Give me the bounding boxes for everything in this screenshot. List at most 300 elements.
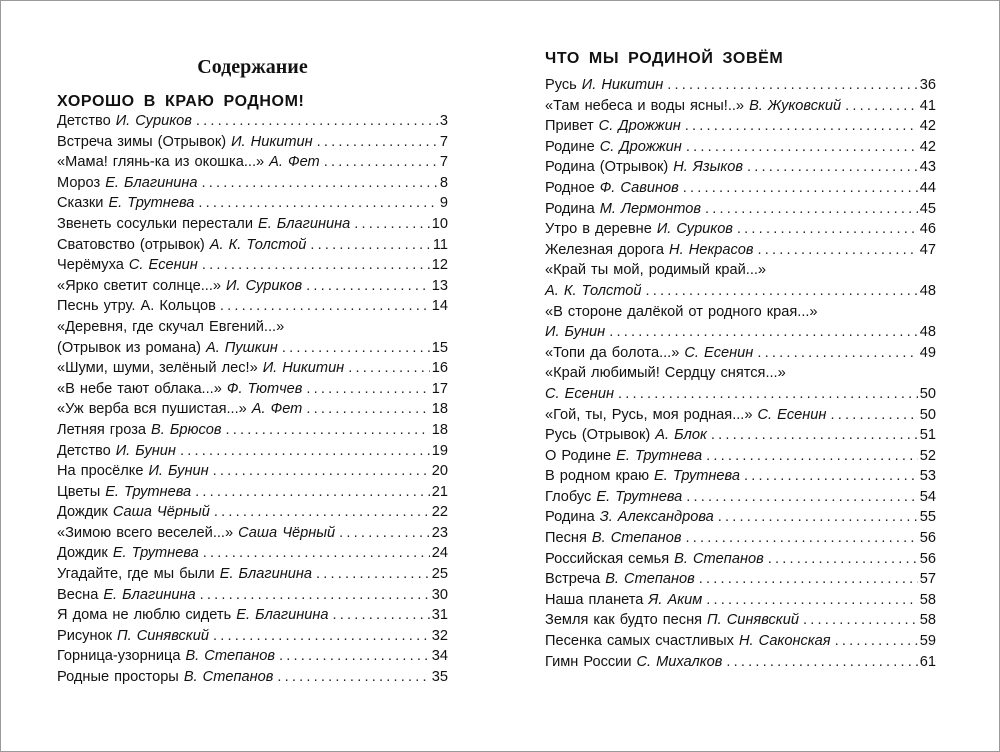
entry-author: И. Никитин: [262, 360, 345, 377]
entry-author: А. Пушкин: [205, 339, 278, 356]
toc-entry: [545, 610, 936, 631]
entry-author: В. Жуковский: [749, 97, 842, 114]
entry-page-number: 21: [431, 483, 448, 500]
toc-entry: [57, 173, 448, 194]
entry-author: Н. Некрасов: [669, 241, 754, 258]
entry-author: В. Степанов: [591, 530, 682, 547]
entry-title: «В стороне далёкой от родного края...»: [545, 303, 818, 320]
entry-title: «Топи да болота...»: [545, 344, 680, 361]
toc-entry-row: [57, 358, 448, 379]
entry-title: (Отрывок из романа): [57, 339, 201, 356]
dot-leader: [203, 543, 430, 564]
dot-leader: [747, 157, 918, 178]
entry-page-number: 35: [431, 669, 448, 686]
entry-page-number: 61: [919, 653, 936, 670]
dot-leader: [830, 405, 917, 426]
toc-entry-row: [545, 466, 936, 487]
dot-leader: [737, 219, 918, 240]
dot-leader: [200, 585, 430, 606]
toc-entry-row: [57, 502, 448, 523]
toc-entry: [57, 338, 448, 359]
entry-title: Песнь утру. А. Кольцов: [57, 298, 216, 315]
entry-author: Е. Благинина: [236, 607, 329, 624]
toc-entry: [57, 482, 448, 503]
toc-entry-row: [545, 569, 936, 590]
entry-page-number: 57: [919, 571, 936, 588]
toc-entry-row: [545, 199, 936, 220]
entry-page-number: 14: [431, 298, 448, 315]
entry-author: П. Синявский: [117, 627, 209, 644]
entry-page-number: 44: [919, 179, 936, 196]
entry-author: И. Бунин: [148, 463, 209, 480]
toc-entry-row: [57, 523, 448, 544]
entry-page-number: 7: [439, 133, 448, 150]
dot-leader: [202, 255, 430, 276]
toc-entry: [545, 590, 936, 611]
toc-entry-row: [545, 446, 936, 467]
dot-leader: [685, 116, 918, 137]
entry-page-number: 9: [439, 195, 448, 212]
toc-entry-row: [57, 152, 448, 173]
dot-leader: [213, 626, 430, 647]
dot-leader: [758, 240, 918, 261]
dot-leader: [768, 549, 918, 570]
toc-entry-row: [545, 487, 936, 508]
entry-page-number: 34: [431, 648, 448, 665]
entry-author: В. Степанов: [605, 571, 695, 588]
toc-entry: [545, 446, 936, 467]
toc-entry-row: [57, 111, 448, 132]
entry-page-number: 50: [919, 406, 936, 423]
toc-entry-row: [545, 549, 936, 570]
toc-entry-row: [545, 590, 936, 611]
entry-page-number: 18: [431, 401, 448, 418]
entry-author: А. Фет: [269, 154, 320, 171]
entry-page-number: 18: [431, 421, 448, 438]
dot-leader: [845, 96, 918, 117]
toc-entry-row: [545, 322, 936, 343]
toc-entry: [57, 111, 448, 132]
toc-entry: [57, 193, 448, 214]
entry-page-number: 36: [919, 77, 936, 93]
toc-entry: [57, 379, 448, 400]
toc-entry-title-line: [57, 317, 448, 338]
toc-entry-row: [545, 219, 936, 240]
toc-entry-row: [545, 425, 936, 446]
entry-title: Рисунок: [57, 627, 113, 644]
toc-entry: [57, 667, 448, 688]
toc-entry-row: [57, 564, 448, 585]
toc-entry: [57, 626, 448, 647]
toc-entry: [57, 358, 448, 379]
toc-entry: [57, 461, 448, 482]
entry-title: Родные просторы: [57, 669, 179, 686]
toc-entry: [545, 137, 936, 158]
toc-entry: [545, 96, 936, 117]
dot-leader: [354, 214, 430, 235]
entry-title: «Зимою всего веселей...»: [57, 524, 234, 541]
toc-list-left: [57, 111, 448, 688]
entry-title: Гимн России: [545, 653, 632, 670]
toc-entry-row: [57, 482, 448, 503]
dot-leader: [706, 446, 918, 467]
entry-page-number: 7: [439, 154, 448, 171]
dot-leader: [282, 338, 430, 359]
toc-entry-row: [545, 343, 936, 364]
toc-entry: [57, 564, 448, 585]
toc-entry: [545, 528, 936, 549]
toc-entry: [57, 235, 448, 256]
entry-title: Весна: [57, 586, 99, 603]
entry-page-number: 53: [919, 468, 936, 485]
entry-author: С. Михалков: [636, 653, 723, 670]
dot-leader: [324, 152, 438, 173]
dot-leader: [333, 605, 430, 626]
toc-entry: [545, 652, 936, 673]
dot-leader: [683, 178, 918, 199]
toc-entry: [545, 240, 936, 261]
entry-title: Детство: [57, 442, 111, 459]
entry-title: Родине: [545, 138, 595, 155]
entry-title: «Край ты мой, родимый край...»: [545, 262, 767, 279]
entry-title: Родина (Отрывок): [545, 159, 669, 176]
entry-title: Летняя гроза: [57, 421, 147, 438]
entry-title: Сказки: [57, 195, 104, 212]
dot-leader: [180, 441, 430, 462]
toc-entry: [545, 466, 936, 487]
dot-leader: [220, 296, 430, 317]
toc-entry-row: [57, 646, 448, 667]
entry-author: Саша Чёрный: [238, 524, 336, 541]
dot-leader: [306, 276, 430, 297]
toc-entry: [545, 631, 936, 652]
toc-entry: [57, 152, 448, 173]
toc-entry-row: [57, 379, 448, 400]
dot-leader: [306, 399, 429, 420]
toc-entry-row: [57, 461, 448, 482]
entry-title: Привет: [545, 118, 594, 135]
entry-title: «Шуми, шуми, зелёный лес!»: [57, 360, 258, 377]
dot-leader: [667, 75, 917, 96]
toc-title: Содержание: [197, 56, 308, 78]
dot-leader: [225, 420, 429, 441]
entry-author: И. Бунин: [115, 442, 176, 459]
entry-author: А. Блок: [655, 427, 707, 444]
entry-page-number: 30: [431, 586, 448, 603]
toc-entry: [545, 281, 936, 302]
entry-page-number: 45: [919, 200, 936, 217]
entry-title: «Уж верба вся пушистая...»: [57, 401, 247, 418]
entry-author: В. Степанов: [185, 648, 276, 665]
toc-entry-row: [545, 157, 936, 178]
toc-entry: [57, 543, 448, 564]
entry-page-number: 11: [432, 236, 448, 253]
section-title-left: ХОРОШО В КРАЮ РОДНОМ!: [57, 93, 305, 110]
entry-title: Российская семья: [545, 550, 670, 567]
toc-entry: [545, 384, 936, 405]
dot-leader: [214, 502, 430, 523]
toc-entry: [57, 441, 448, 462]
toc-entry: [545, 219, 936, 240]
dot-leader: [699, 569, 918, 590]
entry-author: В. Брюсов: [151, 421, 222, 438]
entry-page-number: 55: [919, 509, 936, 526]
entry-author: Н. Языков: [673, 159, 743, 176]
entry-title: Песня: [545, 530, 587, 547]
entry-author: С. Есенин: [684, 344, 754, 361]
toc-entry-row: [545, 610, 936, 631]
entry-page-number: 31: [431, 607, 448, 624]
entry-title: «Ярко светит солнце...»: [57, 277, 222, 294]
toc-entry: [57, 255, 448, 276]
entry-author: Ф. Савинов: [599, 179, 679, 196]
toc-entry-row: [545, 281, 936, 302]
entry-title: На просёлке: [57, 463, 144, 480]
entry-title: Глобус: [545, 488, 592, 505]
dot-leader: [316, 564, 430, 585]
entry-page-number: 56: [919, 530, 936, 547]
entry-page-number: 59: [919, 633, 936, 650]
dot-leader: [339, 523, 430, 544]
dot-leader: [757, 343, 917, 364]
toc-entry: [545, 549, 936, 570]
entry-author: И. Суриков: [115, 113, 192, 129]
entry-page-number: 47: [919, 241, 936, 258]
toc-entry-title-line: [545, 363, 936, 384]
dot-leader: [306, 379, 429, 400]
entry-page-number: 3: [439, 113, 448, 129]
entry-author: И. Суриков: [226, 277, 303, 294]
toc-entry: [545, 507, 936, 528]
entry-title: Русь: [545, 77, 577, 93]
toc-entry: [545, 178, 936, 199]
entry-title: Встреча: [545, 571, 601, 588]
entry-title: Родное: [545, 179, 595, 196]
entry-page-number: 19: [431, 442, 448, 459]
dot-leader: [705, 199, 918, 220]
entry-title: Дождик: [57, 504, 108, 521]
toc-entry-row: [545, 631, 936, 652]
entry-page-number: 13: [431, 277, 448, 294]
entry-author: С. Есенин: [128, 257, 198, 274]
entry-author: А. К. Толстой: [209, 236, 307, 253]
dot-leader: [279, 646, 430, 667]
entry-title: Железная дорога: [545, 241, 665, 258]
toc-entry: [57, 214, 448, 235]
entry-author: С. Дрожжин: [599, 138, 682, 155]
toc-entry: [57, 276, 448, 297]
toc-entry-title-line: [545, 260, 936, 281]
entry-title: Горница-узорница: [57, 648, 181, 665]
dot-leader: [317, 132, 438, 153]
toc-entry-row: [545, 507, 936, 528]
toc-entry: [57, 296, 448, 317]
entry-author: Е. Трутнева: [105, 483, 192, 500]
entry-title: «Там небеса и воды ясны!..»: [545, 97, 745, 114]
dot-leader: [711, 425, 918, 446]
toc-entry-row: [57, 441, 448, 462]
toc-entry: [57, 132, 448, 153]
entry-page-number: 56: [919, 550, 936, 567]
toc-entry: [545, 405, 936, 426]
entry-author: М. Лермонтов: [599, 200, 701, 217]
dot-leader: [803, 610, 918, 631]
toc-entry: [545, 199, 936, 220]
entry-page-number: 49: [919, 344, 936, 361]
section-title-right: ЧТО МЫ РОДИНОЙ ЗОВЁМ: [545, 50, 784, 67]
entry-author: Е. Трутнева: [108, 195, 195, 212]
entry-title: Наша планета: [545, 591, 644, 608]
toc-entry: [57, 523, 448, 544]
entry-author: Ф. Тютчев: [226, 380, 303, 397]
toc-entry: [57, 502, 448, 523]
entry-author: И. Никитин: [581, 77, 664, 93]
entry-page-number: 25: [431, 566, 448, 583]
entry-author: П. Синявский: [707, 612, 799, 629]
entry-page-number: 10: [431, 215, 448, 232]
entry-author: С. Дрожжин: [598, 118, 681, 135]
entry-author: А. К. Толстой: [545, 282, 642, 299]
entry-title: Цветы: [57, 483, 101, 500]
toc-entry-row: [57, 132, 448, 153]
entry-page-number: 17: [431, 380, 448, 397]
entry-title: Я дома не люблю сидеть: [57, 607, 232, 624]
entry-title: Русь (Отрывок): [545, 427, 651, 444]
entry-author: Е. Трутнева: [616, 447, 703, 464]
toc-entry: [545, 487, 936, 508]
dot-leader: [685, 528, 917, 549]
dot-leader: [835, 631, 918, 652]
entry-page-number: 51: [919, 427, 936, 444]
entry-author: И. Суриков: [656, 221, 733, 238]
entry-author: Е. Благинина: [105, 174, 198, 191]
entry-title: Дождик: [57, 545, 108, 562]
entry-author: В. Степанов: [674, 550, 764, 567]
toc-entry-row: [545, 405, 936, 426]
entry-author: Е. Трутнева: [596, 488, 683, 505]
toc-entry-row: [57, 235, 448, 256]
toc-entry-row: [57, 626, 448, 647]
entry-author: З. Александрова: [599, 509, 714, 526]
dot-leader: [277, 667, 429, 688]
toc-entry-row: [545, 75, 936, 96]
toc-entry-row: [545, 178, 936, 199]
entry-title: Родина: [545, 200, 595, 217]
entry-page-number: 52: [919, 447, 936, 464]
toc-entry: [545, 343, 936, 364]
entry-title: В родном краю: [545, 468, 650, 485]
toc-entry-row: [545, 96, 936, 117]
entry-author: С. Есенин: [545, 385, 614, 402]
entry-page-number: 42: [919, 118, 936, 135]
toc-entry: [545, 116, 936, 137]
dot-leader: [609, 322, 918, 343]
entry-page-number: 43: [919, 159, 936, 176]
dot-leader: [726, 652, 917, 673]
entry-author: Саша Чёрный: [112, 504, 210, 521]
entry-page-number: 15: [431, 339, 448, 356]
entry-title: Угадайте, где мы были: [57, 566, 215, 583]
entry-title: Родина: [545, 509, 595, 526]
entry-page-number: 8: [439, 174, 448, 191]
toc-entry-row: [57, 399, 448, 420]
entry-author: Е. Благинина: [257, 215, 351, 232]
toc-entry-row: [57, 193, 448, 214]
entry-author: Е. Благинина: [219, 566, 313, 583]
entry-page-number: 58: [919, 591, 936, 608]
entry-page-number: 58: [919, 612, 936, 629]
entry-author: Е. Трутнева: [112, 545, 199, 562]
entry-title: «Гой, ты, Русь, моя родная...»: [545, 406, 753, 423]
toc-entry-row: [57, 173, 448, 194]
entry-author: И. Бунин: [545, 324, 606, 341]
dot-leader: [195, 482, 430, 503]
entry-page-number: 42: [919, 138, 936, 155]
toc-entry-row: [545, 528, 936, 549]
entry-title: О Родине: [545, 447, 612, 464]
entry-page-number: 24: [431, 545, 448, 562]
toc-entry-row: [545, 652, 936, 673]
entry-title: Земля как будто песня: [545, 612, 703, 629]
entry-page-number: 32: [431, 627, 448, 644]
dot-leader: [718, 507, 918, 528]
entry-page-number: 16: [431, 360, 448, 377]
entry-author: Е. Благинина: [103, 586, 196, 603]
toc-entry-row: [545, 137, 936, 158]
dot-leader: [686, 487, 917, 508]
entry-title: «Край любимый! Сердцу снятся...»: [545, 365, 786, 382]
entry-author: А. Фет: [251, 401, 303, 418]
dot-leader: [744, 466, 918, 487]
toc-entry-row: [57, 585, 448, 606]
dot-leader: [202, 173, 438, 194]
dot-leader: [686, 137, 918, 158]
entry-title: Звенеть сосульки перестали: [57, 215, 253, 232]
entry-title: Встреча зимы (Отрывок): [57, 133, 227, 150]
entry-title: Мороз: [57, 174, 101, 191]
entry-title: Детство: [57, 113, 111, 129]
entry-author: И. Никитин: [231, 133, 313, 150]
dot-leader: [618, 384, 918, 405]
entry-page-number: 54: [919, 488, 936, 505]
toc-list-right: [545, 75, 936, 672]
dot-leader: [310, 235, 431, 256]
entry-title: «Деревня, где скучал Евгений...»: [57, 318, 285, 335]
toc-entry-row: [545, 116, 936, 137]
toc-entry-row: [57, 605, 448, 626]
toc-entry: [545, 569, 936, 590]
dot-leader: [213, 461, 430, 482]
toc-entry-row: [545, 240, 936, 261]
entry-author: В. Степанов: [183, 669, 274, 686]
toc-entry: [545, 425, 936, 446]
entry-page-number: 41: [919, 97, 936, 114]
toc-entry-row: [57, 338, 448, 359]
entry-author: Е. Трутнева: [654, 468, 740, 485]
entry-author: Я. Аким: [648, 591, 703, 608]
toc-entry-row: [57, 255, 448, 276]
entry-page-number: 50: [919, 385, 936, 402]
entry-title: «Мама! глянь-ка из окошка...»: [57, 154, 265, 171]
toc-entry: [57, 605, 448, 626]
toc-entry-row: [57, 543, 448, 564]
entry-page-number: 23: [431, 524, 448, 541]
entry-title: Черёмуха: [57, 257, 124, 274]
entry-page-number: 48: [919, 324, 936, 341]
entry-page-number: 20: [431, 463, 448, 480]
entry-author: Н. Саконская: [738, 633, 831, 650]
entry-page-number: 22: [431, 504, 448, 521]
